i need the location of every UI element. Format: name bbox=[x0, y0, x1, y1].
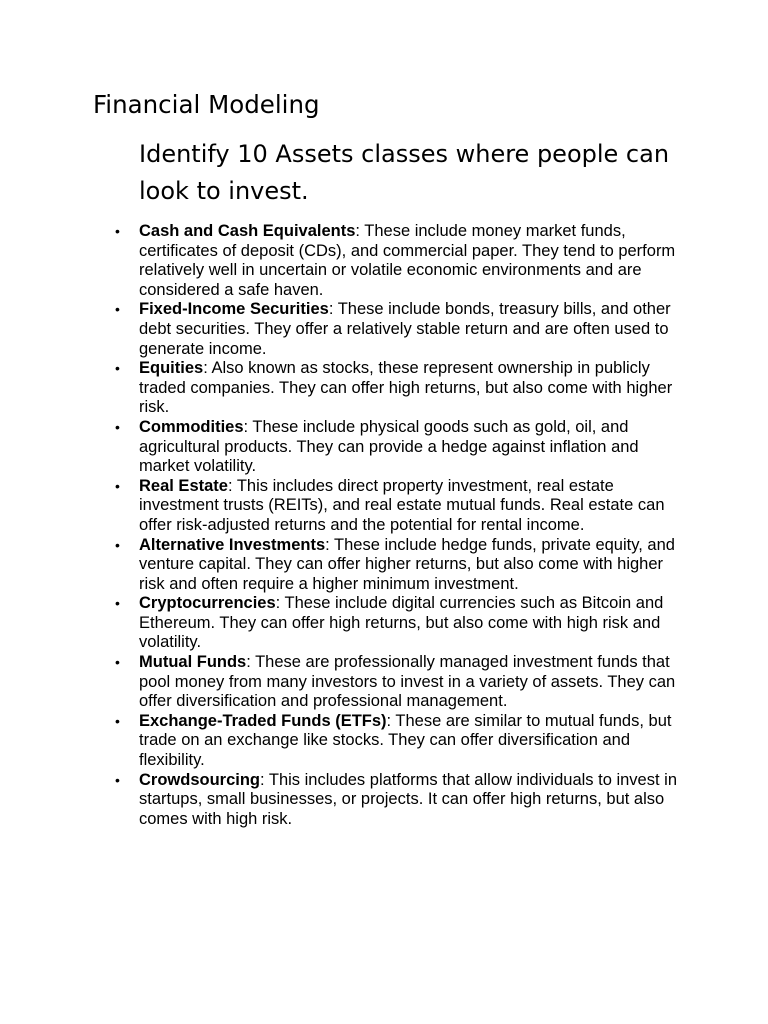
asset-class-term: Cryptocurrencies bbox=[139, 594, 276, 613]
bullet-icon: • bbox=[115, 301, 120, 318]
asset-class-description: : This includes platforms that allow individuals to invest in startups, small businesses, or projects. It can offer high returns, but also comes with high risk. bbox=[139, 770, 677, 828]
asset-class-description: : These include digital currencies such as Bitcoin and Ethereum. They can offer high returns, but also come with high risk and volatility. bbox=[139, 594, 664, 652]
list-item bbox=[115, 594, 684, 653]
bullet-icon: • bbox=[115, 223, 120, 239]
list-item bbox=[115, 417, 684, 477]
bullet-icon: • bbox=[115, 595, 120, 612]
asset-class-description: : These are professionally managed investment funds that pool money from many investors to invest in a variety of assets. They can offer diversification and professional management. bbox=[139, 653, 676, 711]
list-item bbox=[115, 300, 684, 359]
list-item bbox=[115, 222, 684, 300]
asset-class-list bbox=[115, 222, 684, 829]
asset-class-description: : These include bonds, treasury bills, and other debt securities. They offer a relatively stable return and are often used to generate income. bbox=[139, 300, 671, 358]
asset-class-description: : Also known as stocks, these represent ownership in publicly traded companies. They can offer high returns, but also come with higher risk. bbox=[139, 359, 673, 417]
asset-class-description: : These include money market funds, certificates of deposit (CDs), and commercial paper. They tend to perform relatively well in uncertain or volatile economic environments and are considered a safe haven. bbox=[139, 222, 676, 299]
asset-class-description: : These are similar to mutual funds, but trade on an exchange like stocks. They can offer diversification and flexibility. bbox=[139, 711, 672, 770]
asset-class-term: Crowdsourcing bbox=[139, 770, 261, 789]
bullet-icon: • bbox=[115, 360, 120, 377]
list-item bbox=[115, 711, 684, 771]
list-item bbox=[115, 359, 684, 418]
asset-class-description: : These include hedge funds, private equity, and venture capital. They can offer higher returns, but also come with higher risk and often require a higher minimum investment. bbox=[139, 535, 675, 593]
asset-class-description: : This includes direct property investment, real estate investment trusts (REITs), and real estate mutual funds. Real estate can offer risk-adjusted returns and the potential for rental income. bbox=[139, 476, 665, 534]
asset-class-term: Real Estate bbox=[139, 476, 228, 495]
bullet-icon: • bbox=[115, 771, 120, 788]
section-heading: Identify 10 Assets classes where people can look to invest. bbox=[139, 140, 670, 205]
bullet-icon: • bbox=[115, 712, 120, 729]
asset-class-description: : These include physical goods such as gold, oil, and agricultural products. They can provide a hedge against inflation and market volatility. bbox=[139, 417, 639, 476]
asset-class-term: Equities bbox=[139, 359, 204, 378]
bullet-icon: • bbox=[115, 536, 120, 553]
list-item bbox=[115, 535, 684, 595]
list-item bbox=[115, 770, 684, 830]
bullet-icon: • bbox=[115, 477, 120, 494]
list-item bbox=[115, 476, 684, 536]
asset-class-term: Fixed-Income Securities bbox=[139, 300, 329, 319]
asset-class-term: Cash and Cash Equivalents bbox=[139, 222, 356, 240]
asset-class-term: Mutual Funds bbox=[139, 653, 247, 672]
asset-class-term: Commodities bbox=[139, 417, 244, 436]
bullet-icon: • bbox=[115, 418, 120, 435]
asset-class-term: Alternative Investments bbox=[139, 535, 326, 554]
asset-class-term: Exchange-Traded Funds (ETFs) bbox=[139, 711, 387, 730]
list-item bbox=[115, 653, 684, 712]
bullet-icon: • bbox=[115, 654, 120, 671]
document-title: Financial Modeling bbox=[93, 90, 320, 119]
